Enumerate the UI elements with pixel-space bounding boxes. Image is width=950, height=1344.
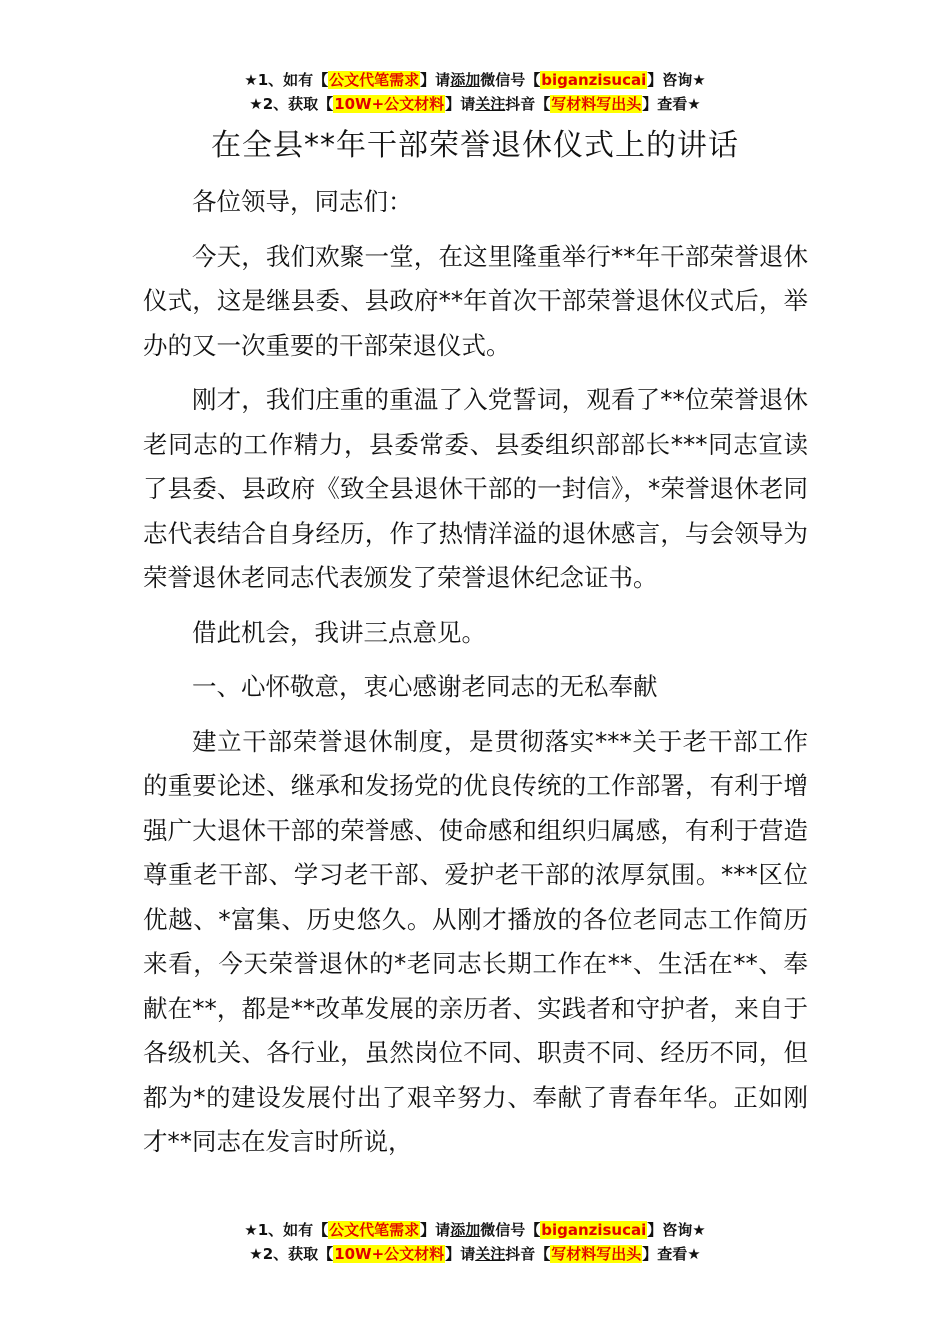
paragraph: 建立干部荣誉退休制度，是贯彻落实***关于老干部工作的重要论述、继承和发扬党的优良传统的工作部署，有利于增强广大退休干部的荣誉感、使命感和组织归属感，有利于营造尊重老干部、学习老干部、爱护老干部的浓厚氛围。***区位优越、*富集、历史悠久。从刚才播放的各位老同志工作简历来看，今天荣誉退休的*老同志长期工作在**、生活在**、奉献在**，都是**改革发展的亲历者、实践者和守护者，来自于各级机关、各行业，虽然岗位不同、职责不同、经历不同，但都为*的建设发展付出了艰辛努力、奉献了青春年华。正如刚才**同志在发言时所说， (143, 726, 808, 1156)
highlight-douyin-account: 写材料写出头 (551, 1245, 642, 1263)
header-banner (0, 68, 950, 116)
document-title: 在全县**年干部荣誉退休仪式上的讲话 (211, 128, 739, 163)
document-body (143, 180, 808, 1175)
footer-banner (0, 1218, 950, 1266)
banner-line-1: ★1、如有【公文代笔需求】请添加微信号【biganzisucai】咨询★ (244, 1221, 706, 1239)
paragraph: 借此机会，我讲三点意见。 (192, 617, 486, 647)
highlight-wechat-id: biganzisucai (541, 1221, 647, 1239)
star-icon: ★ (244, 71, 258, 89)
paragraph: 今天，我们欢聚一堂，在这里隆重举行**年干部荣誉退休仪式，这是继县委、县政府**年首次干部荣誉退休仪式后，举办的又一次重要的干部荣退仪式。 (143, 241, 808, 360)
highlight-service: 公文代笔需求 (329, 71, 420, 89)
section-heading: 一、心怀敬意，衷心感谢老同志的无私奉献 (192, 672, 658, 701)
star-icon: ★ (244, 1221, 258, 1239)
highlight-service: 公文代笔需求 (329, 1221, 420, 1239)
banner-line-2: ★2、获取【10W+公文材料】请关注抖音【写材料写出头】查看★ (249, 1245, 701, 1263)
highlight-wechat-id: biganzisucai (541, 71, 647, 89)
banner-line-2: ★2、获取【10W+公文材料】请关注抖音【写材料写出头】查看★ (249, 95, 701, 113)
highlight-materials: 10W+公文材料 (334, 1245, 445, 1263)
paragraph: 刚才，我们庄重的重温了入党誓词，观看了**位荣誉退休老同志的工作精力，县委常委、县委组织部部长***同志宣读了县委、县政府《致全县退休干部的一封信》，*荣誉退休老同志代表结合自身经历，作了热情洋溢的退休感言，与会领导为荣誉退休老同志代表颁发了荣誉退休纪念证书。 (143, 385, 808, 592)
banner-line-1: ★1、如有【公文代笔需求】请添加微信号【biganzisucai】咨询★ (244, 71, 706, 89)
star-icon: ★ (249, 1245, 263, 1263)
highlight-materials: 10W+公文材料 (334, 95, 445, 113)
salutation: 各位领导，同志们： (192, 187, 413, 216)
star-icon: ★ (249, 95, 263, 113)
highlight-douyin-account: 写材料写出头 (551, 95, 642, 113)
